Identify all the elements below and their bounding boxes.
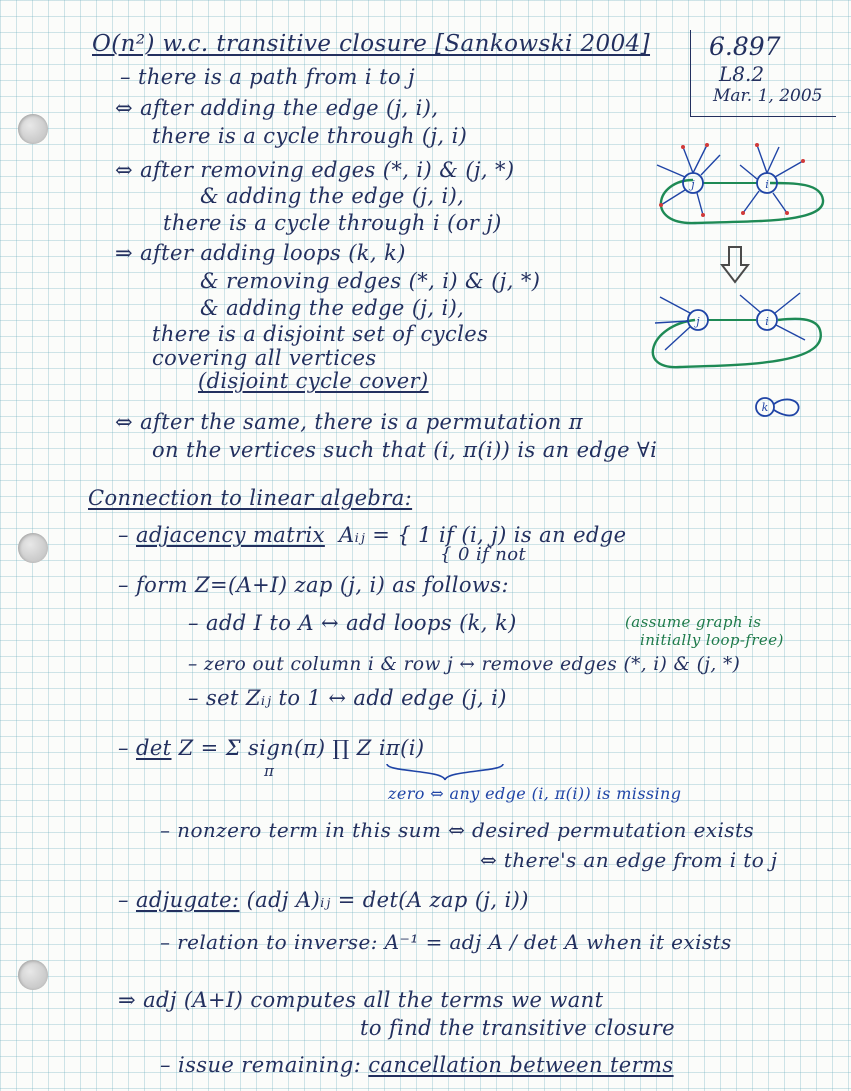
punch-hole-middle — [18, 533, 48, 563]
inverse-line: – relation to inverse: A⁻¹ = adj A / det A when it exists — [160, 930, 732, 954]
line-covering-vertices: covering all vertices — [152, 346, 377, 370]
conclusion-line-1: ⇒ adj (A+I) computes all the terms we want — [118, 988, 604, 1012]
adjugate-line: – adjugate: (adj A)ᵢⱼ = det(A zap (j, i)) — [118, 888, 529, 912]
determinant-label: det — [135, 736, 172, 760]
graph-diagram-before — [645, 135, 835, 235]
down-arrow-icon — [720, 245, 750, 285]
page-title: O(n²) w.c. transitive closure [Sankowski 2004] — [92, 31, 651, 57]
line-and-adding-edge: & adding the edge (j, i), — [200, 184, 465, 208]
node-k-label: k — [761, 401, 769, 414]
lecture-date: Mar. 1, 2005 — [713, 86, 823, 106]
nonzero-line: – nonzero term in this sum ⇔ desired permutation exists — [160, 818, 755, 842]
adjacency-definition: Aᵢⱼ = { 1 if (i, j) is an edge — [339, 523, 627, 547]
determinant-line: – det Z = Σ sign(π) ∏ Z iπ(i) — [118, 736, 425, 760]
punch-hole-top — [18, 114, 48, 144]
line-cycle-through-edge: there is a cycle through (j, i) — [152, 124, 468, 148]
line-disjoint-cycle-cover: (disjoint cycle cover) — [198, 369, 429, 393]
loop-free-note-2: initially loop-free) — [640, 631, 784, 649]
course-number: 6.897 — [709, 32, 781, 61]
issue-text: cancellation between terms — [368, 1053, 674, 1077]
lecture-number: L8.2 — [719, 62, 765, 86]
adjugate-label: adjugate: — [135, 888, 240, 912]
line-path: – there is a path from i to j — [120, 65, 415, 89]
loop-free-note-1: (assume graph is — [625, 613, 762, 631]
section-heading: Connection to linear algebra: — [88, 486, 413, 510]
zero-note: zero ⇔ any edge (i, π(i)) is missing — [388, 784, 682, 803]
adjacency-line: – adjacency matrix Aᵢⱼ = { 1 if (i, j) is an edge — [118, 523, 627, 547]
step-zero-out: – zero out column i & row j ↔ remove edges (*, i) & (j, *) — [188, 654, 741, 675]
form-line: – form Z=(A+I) zap (j, i) as follows: — [118, 573, 509, 597]
sum-index: π — [264, 762, 275, 780]
line-disjoint-set: there is a disjoint set of cycles — [152, 322, 489, 346]
line-after-adding-edge: ⇔ after adding the edge (j, i), — [115, 96, 439, 120]
adjacency-label: adjacency matrix — [135, 523, 325, 547]
node-j-label-2: j — [696, 315, 700, 328]
graph-diagram-after — [640, 285, 835, 385]
determinant-formula: Z = Σ sign(π) ∏ Z iπ(i) — [178, 736, 425, 760]
line-and-removing-edges: & removing edges (*, i) & (j, *) — [200, 269, 541, 293]
issue-label: – issue remaining: — [160, 1053, 362, 1077]
conclusion-line-2: to find the transitive closure — [360, 1016, 675, 1040]
line-after-removing-edges: ⇔ after removing edges (*, i) & (j, *) — [115, 158, 515, 182]
line-after-adding-loops: ⇒ after adding loops (k, k) — [115, 241, 406, 265]
brace-icon — [385, 762, 505, 784]
adjacency-definition-2: { 0 if not — [440, 544, 527, 565]
step-add-identity: – add I to A ↔ add loops (k, k) — [188, 611, 517, 635]
line-permutation-edge: on the vertices such that (i, π(i)) is an edge ∀i — [152, 438, 658, 462]
line-permutation: ⇔ after the same, there is a permutation π — [115, 410, 584, 434]
loop-k-diagram — [752, 392, 807, 422]
punch-hole-bottom — [18, 960, 48, 990]
line-and-adding-edge-2: & adding the edge (j, i), — [200, 296, 465, 320]
node-i-label: i — [765, 178, 769, 191]
nonzero-line-2: ⇔ there's an edge from i to j — [480, 848, 778, 872]
node-i-label-2: i — [765, 315, 769, 328]
issue-line — [160, 1055, 674, 1076]
adjugate-definition: (adj A)ᵢⱼ = det(A zap (j, i)) — [246, 888, 529, 912]
header-box — [690, 30, 836, 117]
line-cycle-through-i: there is a cycle through i (or j) — [163, 211, 502, 235]
node-j-label: j — [691, 178, 695, 191]
step-set-entry: – set Zᵢⱼ to 1 ↔ add edge (j, i) — [188, 686, 507, 710]
